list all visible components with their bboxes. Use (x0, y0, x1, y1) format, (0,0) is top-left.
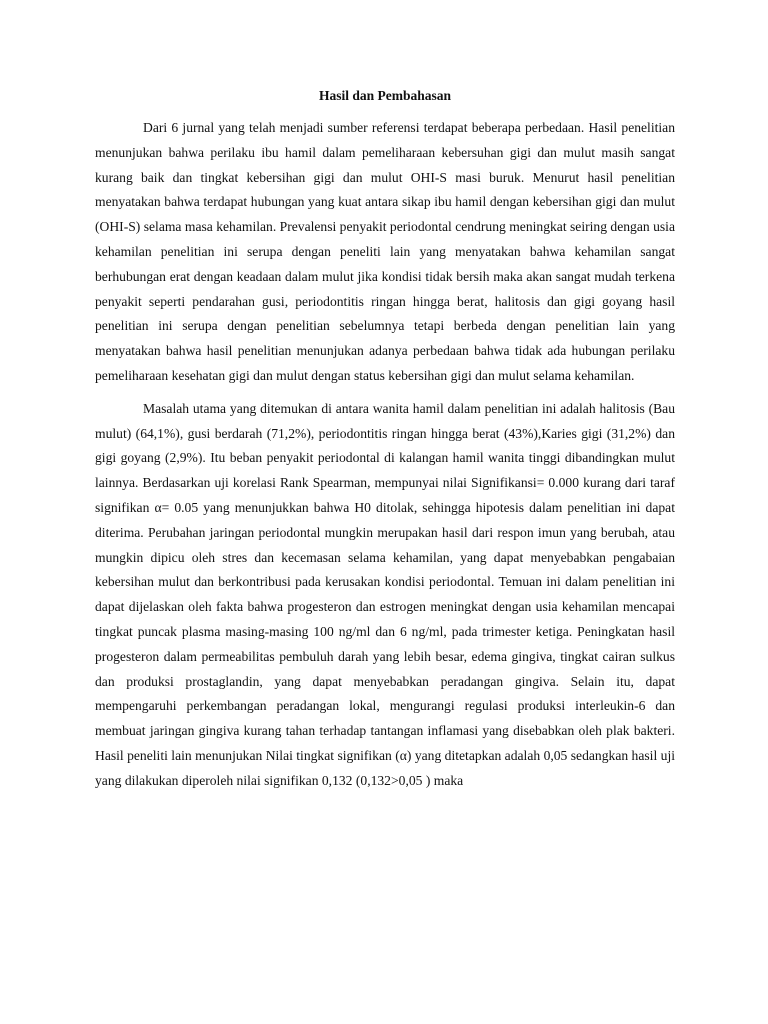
paragraph-1: Dari 6 jurnal yang telah menjadi sumber referensi terdapat beberapa perbedaan. Hasil penelitian menunjukan bahwa perilaku ibu hamil dalam pemeliharaan kebersuhan gigi dan mulut masih sangat kurang baik dan tingkat kebersihan gigi dan mulut OHI-S masi buruk. Menurut hasil penelitian menyatakan bahwa terdapat hubungan yang kuat antara sikap ibu hamil dengan kebersihan gigi dan mulut (OHI-S) selama masa kehamilan. Prevalensi penyakit periodontal cendrung meningkat seiring dengan usia kehamilan penelitian ini serupa dengan peneliti lain yang menyatakan bahwa kehamilan sangat berhubungan erat dengan keadaan dalam mulut jika kondisi tidak bersih maka akan sangat mudah terkena penyakit seperti pendarahan gusi, periodontitis ringan hingga berat, halitosis dan gigi goyang hasil penelitian ini serupa dengan penelitian sebelumnya tetapi berbeda dengan penelitian lain yang menyatakan bahwa hasil penelitian menunjukan adanya perbedaan bahwa tidak ada hubungan perilaku pemeliharaan kesehatan gigi dan mulut dengan status kebersihan gigi dan mulut selama kehamilan. (95, 120, 675, 383)
document-page (95, 86, 675, 794)
section-title: Hasil dan Pembahasan (318, 88, 452, 103)
paragraph-2: Masalah utama yang ditemukan di antara wanita hamil dalam penelitian ini adalah halitosis (Bau mulut) (64,1%), gusi berdarah (71,2%), periodontitis ringan hingga berat (43%),Karies gigi (31,2%) dan gigi goyang (2,9%). Itu beban penyakit periodontal di kalangan hamil wanita tinggi dibandingkan mulut lainnya. Berdasarkan uji korelasi Rank Spearman, mempunyai nilai Signifikansi= 0.000 kurang dari taraf signifikan α= 0.05 yang menunjukkan bahwa H0 ditolak, sehingga hipotesis dalam penelitian ini dapat diterima. Perubahan jaringan periodontal mungkin merupakan hasil dari respon imun yang berubah, atau mungkin dipicu oleh stres dan kecemasan selama kehamilan, yang dapat menyebabkan pengabaian kebersihan mulut dan berkontribusi pada kerusakan kondisi periodontal. Temuan ini dalam penelitian ini dapat dijelaskan oleh fakta bahwa progesteron dan estrogen meningkat dengan usia kehamilan mencapai tingkat puncak plasma masing-masing 100 ng/ml dan 6 ng/ml, pada trimester ketiga. Peningkatan hasil progesteron dalam permeabilitas pembuluh darah yang lebih besar, edema gingiva, tingkat cairan sulkus dan produksi prostaglandin, yang dapat menyebabkan peradangan gingiva. Selain itu, dapat mempengaruhi perkembangan peradangan lokal, mengurangi regulasi produksi interleukin-6 dan membuat jaringan gingiva kurang tahan terhadap tantangan inflamasi yang disebabkan oleh plak bakteri. Hasil peneliti lain menunjukan Nilai tingkat signifikan (α) yang ditetapkan adalah 0,05 sedangkan hasil uji yang dilakukan diperoleh nilai signifikan 0,132 (0,132>0,05 ) maka (95, 400, 675, 788)
